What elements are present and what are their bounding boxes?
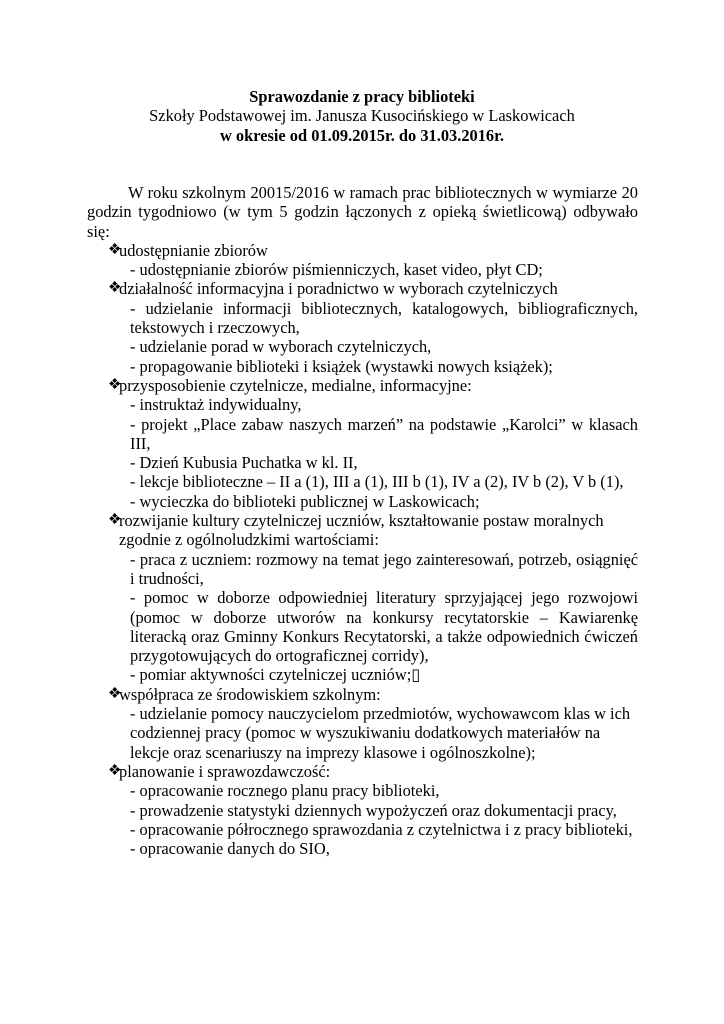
activity-section	[87, 279, 638, 375]
list-item: - propagowanie biblioteki i książek (wystawki nowych książek);	[130, 356, 553, 376]
section-items	[87, 299, 638, 376]
diamond-bullet-icon: ❖	[108, 762, 122, 779]
section-title: udostępnianie zbiorów	[119, 240, 268, 260]
section-items	[87, 704, 638, 762]
section-title: współpraca ze środowiskiem szkolnym:	[119, 684, 381, 704]
list-item: - udostępnianie zbiorów piśmienniczych, kaset video, płyt CD;	[130, 260, 543, 280]
section-items	[87, 395, 638, 511]
section-title: rozwijanie kultury czytelniczej uczniów, kształtowanie postaw moralnych zgodnie z ogólnoludzkimi wartościami:	[119, 511, 604, 550]
section-heading	[87, 685, 638, 704]
section-items	[87, 550, 638, 685]
list-item: - udzielanie pomocy nauczycielom przedmiotów, wychowawcom klas w ich codziennej pracy (pomoc w wyszukiwaniu dodatkowych materiałów na lekcje oraz scenariuszy na imprezy klasowe i ogólnoszkolne);	[130, 704, 631, 762]
diamond-bullet-icon: ❖	[108, 376, 122, 393]
activity-section	[87, 511, 638, 685]
activity-section	[87, 685, 638, 762]
list-item: - pomiar aktywności czytelniczej uczniów;▯	[130, 665, 421, 685]
section-title: przysposobienie czytelnicze, medialne, informacyjne:	[119, 375, 472, 395]
list-item: - wycieczka do biblioteki publicznej w Laskowicach;	[130, 491, 480, 511]
section-title: działalność informacyjna i poradnictwo w wyborach czytelniczych	[119, 279, 558, 299]
document-title: Sprawozdanie z pracy biblioteki	[249, 87, 475, 106]
list-item: - lekcje biblioteczne – II a (1), III a (1), III b (1), IV a (2), IV b (2), V b (1),	[130, 472, 624, 492]
list-item: - opracowanie półrocznego sprawozdania z czytelnictwa i z pracy biblioteki,	[130, 819, 633, 839]
activity-section	[87, 376, 638, 511]
section-items	[87, 781, 638, 858]
section-heading	[87, 279, 638, 298]
section-items	[87, 260, 638, 279]
document-body	[87, 183, 638, 858]
activity-list	[87, 241, 638, 859]
section-heading	[87, 511, 638, 550]
list-item: - opracowanie rocznego planu pracy biblioteki,	[130, 781, 440, 801]
diamond-bullet-icon: ❖	[108, 241, 122, 258]
document-header	[0, 87, 724, 145]
school-name: Szkoły Podstawowej im. Janusza Kusocińskiego w Laskowicach	[149, 106, 575, 126]
section-heading	[87, 241, 638, 260]
list-item: - udzielanie porad w wyborach czytelniczych,	[130, 337, 432, 357]
activity-section	[87, 762, 638, 858]
intro-paragraph: W roku szkolnym 20015/2016 w ramach prac bibliotecznych w wymiarze 20 godzin tygodniowo (w tym 5 godzin łączonych z opieką świetlicową) odbywało się:	[87, 183, 638, 241]
diamond-bullet-icon: ❖	[108, 685, 122, 702]
list-item: - Dzień Kubusia Puchatka w kl. II,	[130, 453, 358, 473]
list-item: - pomoc w doborze odpowiedniej literatury sprzyjającej jego rozwojowi (pomoc w doborze utworów na konkursy recytatorskie – Kawiarenkę literacką oraz Gminny Konkurs Recytatorski, a także odpowiednich ćwiczeń przygotowujących do ortograficznej corridy),	[130, 588, 638, 666]
section-heading	[87, 376, 638, 395]
list-item: - projekt „Place zabaw naszych marzeń” na podstawie „Karolci” w klasach III,	[130, 414, 638, 453]
section-heading	[87, 762, 638, 781]
activity-section	[87, 241, 638, 280]
list-item: - udzielanie informacji bibliotecznych, katalogowych, bibliograficznych, tekstowych i rzeczowych,	[130, 298, 638, 338]
section-title: planowanie i sprawozdawczość:	[119, 761, 331, 781]
list-item: - opracowanie danych do SIO,	[130, 839, 330, 859]
report-period: w okresie od 01.09.2015r. do 31.03.2016r.	[220, 125, 504, 145]
list-item: - prowadzenie statystyki dziennych wypożyczeń oraz dokumentacji pracy,	[130, 800, 617, 820]
diamond-bullet-icon: ❖	[108, 280, 122, 297]
list-item: - praca z uczniem: rozmowy na temat jego zainteresowań, potrzeb, osiągnięć i trudności,	[130, 549, 638, 588]
list-item: - instruktaż indywidualny,	[130, 395, 302, 415]
diamond-bullet-icon: ❖	[108, 512, 122, 529]
